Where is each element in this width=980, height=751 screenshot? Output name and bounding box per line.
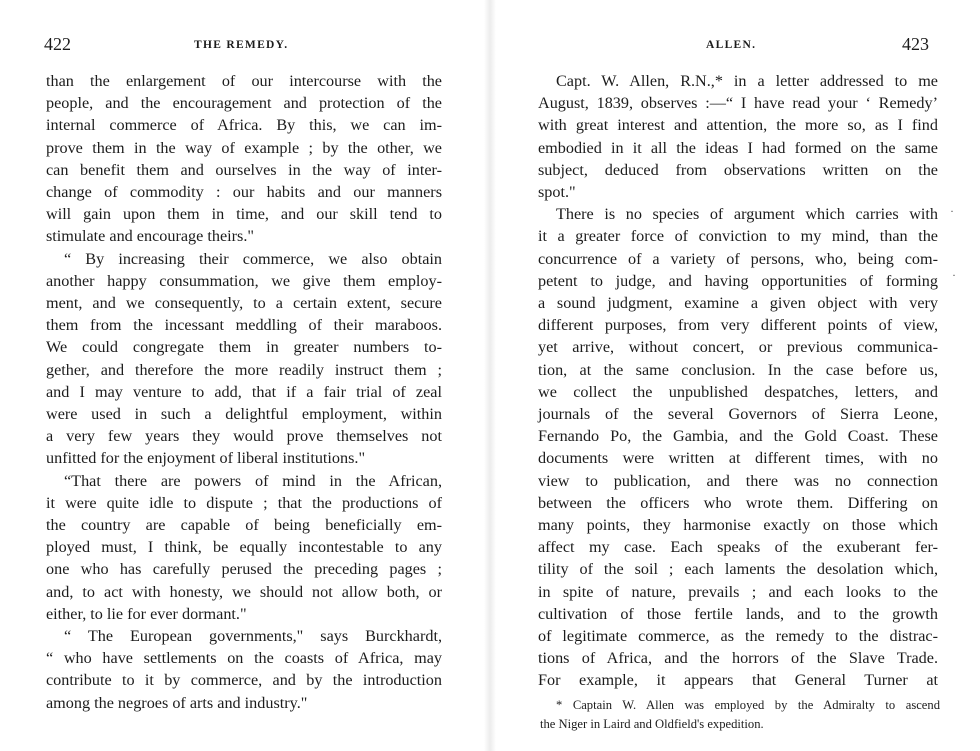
text-line: We could congregate them in greater numbers to- xyxy=(46,338,442,357)
text-line: There is no species of argument which carries with xyxy=(556,205,938,224)
text-line: petent to judge, and having opportunities of forming xyxy=(538,271,938,290)
text-line: spot." xyxy=(538,183,576,202)
text-line: “That there are powers of mind in the African, xyxy=(64,471,442,490)
text-line: were used in such a delightful employment, within xyxy=(46,405,442,424)
text-line: either, to lie for ever dormant." xyxy=(46,604,247,623)
text-line: ment, and we consequently, to a certain extent, secure xyxy=(46,294,442,313)
text-line: one who has carefully perused the preceding pages ; xyxy=(46,560,442,579)
text-line: different purposes, from very different points of view, xyxy=(538,316,938,335)
body-text xyxy=(538,70,938,692)
text-line: it a greater force of conviction to my mind, than the xyxy=(538,227,938,246)
text-line: can benefit them and ourselves in the way of inter- xyxy=(46,160,442,179)
text-line: tion, at the same conclusion. In the case before us, xyxy=(538,360,938,379)
right-page xyxy=(500,0,980,751)
text-line: and I may venture to add, that if a fair trial of zeal xyxy=(46,382,442,401)
text-line: concurrence of a variety of persons, who, being com- xyxy=(538,249,938,268)
text-line: a sound judgment, examine a given object with very xyxy=(538,294,938,313)
text-line: view to publication, and there was no connection xyxy=(538,471,938,490)
text-line: another happy consummation, we give them employ- xyxy=(46,271,442,290)
text-line: affect my case. Each speaks of the exuberant fer- xyxy=(538,538,938,557)
text-line: many points, they harmonise exactly on those which xyxy=(538,516,938,535)
text-line: than the enlargement of our intercourse with the xyxy=(46,72,442,90)
text-line: internal commerce of Africa. By this, we can im- xyxy=(46,116,442,135)
text-line: the country are capable of being beneficially em- xyxy=(46,516,442,535)
text-line: journals of the several Governors of Sierra Leone, xyxy=(538,405,938,424)
text-line: August, 1839, observes :—“ I have read your ‘ Remedy’ xyxy=(538,94,938,113)
text-line: prove them in the way of example ; by the other, we xyxy=(46,138,442,157)
text-line: tility of the soil ; each laments the desolation which, xyxy=(538,560,938,579)
text-line: contribute to it by commerce, and by the introduction xyxy=(46,671,442,690)
page-number: 423 xyxy=(902,34,929,54)
text-line: will gain upon them in time, and our skill tend to xyxy=(46,205,442,224)
text-line: between the officers who wrote them. Differing on xyxy=(538,493,938,512)
text-line: people, and the encouragement and protection of the xyxy=(46,94,442,113)
text-line: ployed must, I think, be equally incontestable to any xyxy=(46,538,442,557)
text-line: documents were written at different times, with no xyxy=(538,449,938,468)
text-line: a very few years they would prove themselves not xyxy=(46,427,442,446)
text-line: in spite of nature, prevails ; and each looks to the xyxy=(538,582,938,601)
text-line: “ who have settlements on the coasts of Africa, may xyxy=(46,649,442,668)
text-line: subject, deduced from observations written on the xyxy=(538,160,938,179)
text-line: of legitimate commerce, as the remedy to the distrac- xyxy=(538,627,938,646)
running-head: ALLEN. xyxy=(706,39,757,51)
text-line: “ The European governments," says Burckhardt, xyxy=(64,627,442,646)
text-line: embodied in it all the ideas I had formed on the same xyxy=(538,138,938,157)
margin-speck: · xyxy=(952,268,956,282)
text-line: unfitted for the enjoyment of liberal institutions." xyxy=(46,449,366,468)
running-head: THE REMEDY. xyxy=(194,39,289,51)
text-line: among the negroes of arts and industry." xyxy=(46,693,308,712)
footnote-line: * Captain W. Allen was employed by the Admiralty to ascend xyxy=(556,698,940,712)
footnote-line: the Niger in Laird and Oldfield's expedition. xyxy=(540,717,764,731)
margin-speck: · xyxy=(950,204,954,218)
text-line: it were quite idle to dispute ; that the productions of xyxy=(46,493,442,512)
text-line: Capt. W. Allen, R.N.,* in a letter addressed to me xyxy=(556,72,938,90)
text-line: Fernando Po, the Gambia, and the Gold Coast. These xyxy=(538,427,938,446)
left-page xyxy=(0,0,480,751)
body-text xyxy=(46,70,442,714)
text-line: “ By increasing their commerce, we also obtain xyxy=(64,249,442,268)
text-line: with great interest and attention, the more so, as I find xyxy=(538,116,938,135)
text-line: we collect the unpublished despatches, letters, and xyxy=(538,382,938,401)
text-line: change of commodity : our habits and our manners xyxy=(46,183,442,202)
text-line: and, to act with honesty, we should not allow both, or xyxy=(46,582,442,601)
book-gutter xyxy=(484,0,496,751)
text-line: For example, it appears that General Turner at xyxy=(538,671,938,690)
text-line: them from the incessant meddling of their maraboos. xyxy=(46,316,442,335)
text-line: stimulate and encourage theirs." xyxy=(46,227,254,246)
page-number: 422 xyxy=(44,34,71,54)
text-line: cultivation of those fertile lands, and to the growth xyxy=(538,604,938,623)
text-line: tions of Africa, and the horrors of the Slave Trade. xyxy=(538,649,938,668)
text-line: gether, and therefore the more readily instruct them ; xyxy=(46,360,442,379)
footnote xyxy=(540,696,940,734)
text-line: yet arrive, without concert, or previous communica- xyxy=(538,338,938,357)
